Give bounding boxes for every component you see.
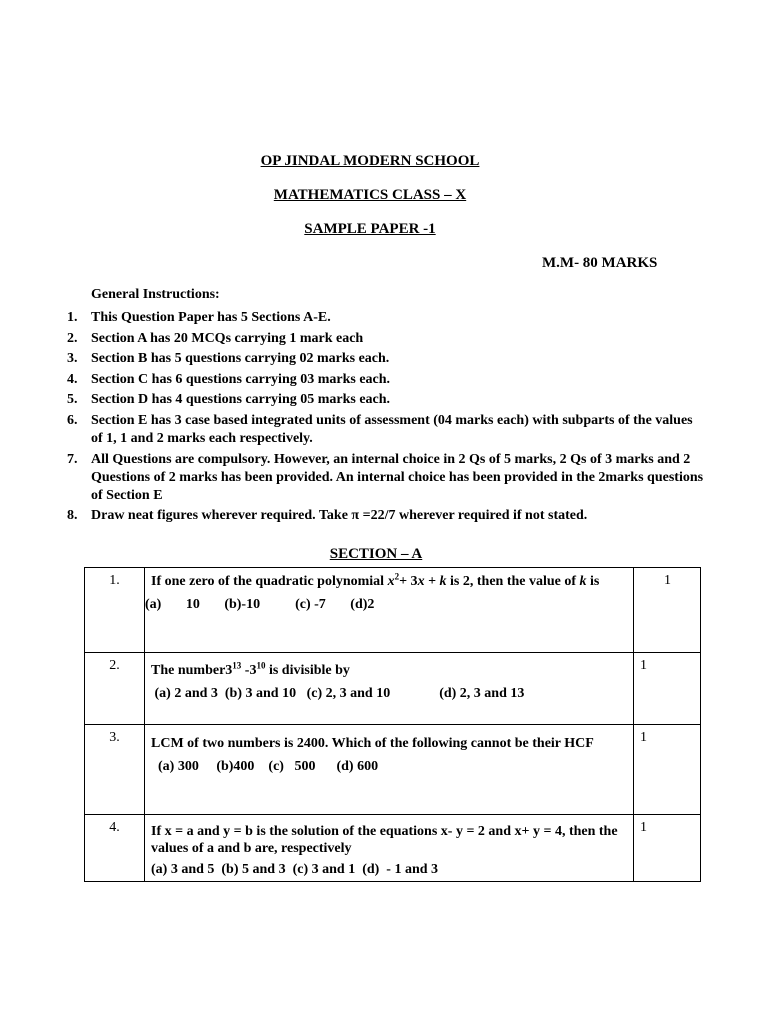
question-marks: 1 — [634, 725, 701, 815]
instruction-number: 5. — [67, 392, 78, 408]
question-options: (a) 3 and 5 (b) 5 and 3 (c) 3 and 1 (d) - 1 and 3 — [151, 862, 439, 877]
questions-table — [84, 567, 701, 882]
question-number: 4. — [85, 815, 145, 882]
instruction-number: 2. — [67, 330, 78, 346]
instruction-number: 6. — [67, 412, 78, 428]
instructions-list — [67, 309, 707, 528]
question-text: If x = a and y = b is the solution of the equations x- y = 2 and x+ y = 4, then the values of a and b are, respectively — [151, 824, 618, 856]
question-text: If one zero of the quadratic polynomial $x^2+ 3x + k$ is 2, then the value of k is — [151, 571, 600, 589]
instruction-item — [67, 507, 707, 525]
instruction-number: 1. — [67, 310, 78, 325]
instruction-item — [67, 350, 707, 368]
question-marks: 1 — [634, 815, 701, 882]
paper-title: SAMPLE PAPER -1 — [304, 221, 436, 237]
question-cell — [145, 568, 634, 653]
instruction-item — [67, 391, 707, 409]
question-options: (a) 2 and 3 (b) 3 and 10 (c) 2, 3 and 10 (d) 2, 3 and 13 — [151, 686, 525, 701]
question-row — [85, 725, 701, 815]
question-row — [85, 815, 701, 882]
question-row — [85, 568, 701, 653]
instruction-text: Section D has 4 questions carrying 05 marks each. — [91, 392, 391, 408]
school-name: OP JINDAL MODERN SCHOOL — [260, 153, 480, 169]
instruction-text: Section B has 5 questions carrying 02 marks each. — [91, 351, 390, 367]
question-marks: 1 — [634, 568, 701, 653]
question-text: LCM of two numbers is 2400. Which of the following cannot be their HCF — [151, 736, 594, 751]
instruction-text: Section A has 20 MCQs carrying 1 mark each — [91, 330, 364, 346]
instruction-item — [67, 371, 707, 389]
section-title: SECTION – A — [329, 546, 423, 562]
instruction-number: 7. — [67, 451, 78, 467]
subject-title: MATHEMATICS CLASS – X — [273, 187, 467, 203]
question-options: (a) 10 (b)-10 (c) -7 (d)2 — [145, 597, 375, 612]
question-text: The $number3^{13}$ $-3^{10}$ is divisible by — [151, 660, 350, 678]
instruction-text: This Question Paper has 5 Sections A-E. — [91, 310, 331, 325]
question-number: 1. — [85, 568, 145, 653]
question-number: 3. — [85, 725, 145, 815]
question-options: (a) 300 (b)400 (c) 500 (d) 600 — [151, 759, 379, 774]
question-row — [85, 653, 701, 725]
question-marks: 1 — [634, 653, 701, 725]
instruction-text: All Questions are compulsory. However, an internal choice in 2 Qs of 5 marks, 2 Qs of 3 marks and 2 Questions of 2 marks has been provided. An internal choice has been provided in the 2marks questions of Section E — [91, 451, 704, 503]
question-cell — [145, 815, 634, 882]
instruction-item — [67, 412, 707, 448]
instruction-item — [67, 330, 707, 348]
max-marks: M.M- 80 MARKS — [542, 255, 658, 271]
question-cell — [145, 725, 634, 815]
instruction-number: 3. — [67, 351, 78, 367]
instruction-item — [67, 451, 707, 505]
question-cell — [145, 653, 634, 725]
instruction-text: Draw neat figures wherever required. Take π =22/7 wherever required if not stated. — [91, 508, 588, 524]
instruction-text: Section E has 3 case based integrated units of assessment (04 marks each) with subparts of the values of 1, 1 and 2 marks each respectively. — [91, 412, 693, 446]
instruction-text: Section C has 6 questions carrying 03 marks each. — [91, 371, 391, 387]
instruction-number: 4. — [67, 371, 78, 387]
instruction-item — [67, 309, 707, 327]
instructions-title: General Instructions: — [91, 287, 220, 302]
question-number: 2. — [85, 653, 145, 725]
instruction-number: 8. — [67, 508, 78, 524]
